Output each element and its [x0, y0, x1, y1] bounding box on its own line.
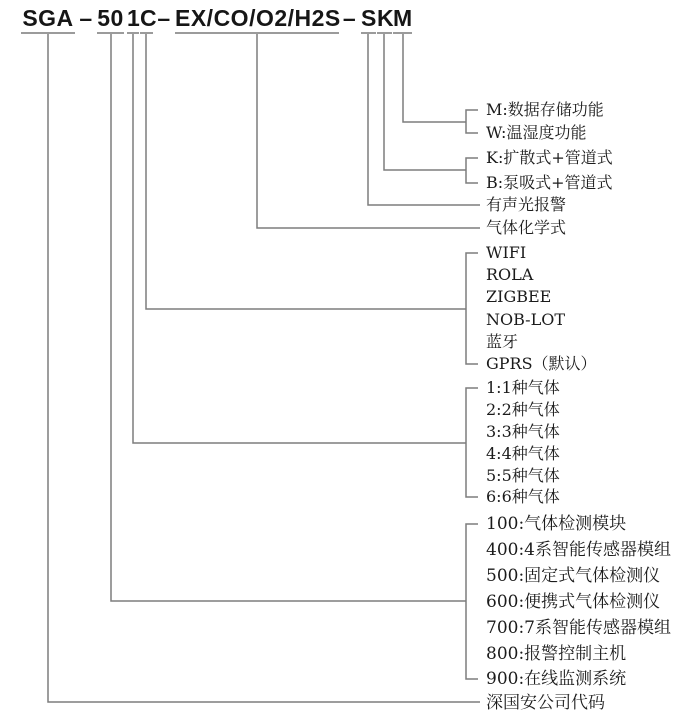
model-separator: –: [157, 5, 171, 31]
model-segment-function: M: [393, 5, 412, 34]
connector-alarm: [368, 33, 480, 205]
bracket-product-series-options: [466, 524, 478, 679]
label-gas-count-3: 3:3种气体: [486, 422, 560, 441]
bracket-gas-count-options: [466, 388, 478, 497]
label-series-500: 500:固定式气体检测仪: [486, 566, 661, 586]
label-comm-wifi: WIFI: [486, 243, 527, 262]
label-comm-noblot: NOB-LOT: [486, 310, 565, 329]
label-gas-count-1: 1:1种气体: [486, 378, 560, 397]
label-comm-zigbee: ZIGBEE: [486, 287, 552, 306]
bracket-communication-options: [466, 253, 478, 364]
label-gas-count-6: 6:6种气体: [486, 487, 560, 506]
connector-function: [403, 33, 466, 122]
bracket-function-options: [466, 110, 478, 133]
label-company-code: 深国安公司代码: [486, 693, 605, 713]
connector-sampling: [384, 33, 466, 170]
label-series-400: 400:4系智能传感器模组: [486, 540, 671, 560]
label-gas-count-5: 5:5种气体: [486, 466, 560, 485]
label-comm-rola: ROLA: [486, 265, 534, 284]
model-segment-communication: C: [140, 5, 153, 34]
label-series-100: 100:气体检测模块: [486, 514, 627, 534]
label-series-600: 600:便携式气体检测仪: [486, 592, 661, 612]
bracket-sampling-options: [466, 158, 478, 183]
label-comm-bluetooth: 蓝牙: [486, 332, 519, 351]
model-separator: –: [342, 5, 357, 31]
label-alarm: 有声光报警: [486, 195, 567, 214]
label-sampling-b: B:泵吸式+管道式: [486, 173, 613, 192]
label-function-m: M:数据存储功能: [486, 100, 604, 119]
label-series-800: 800:报警控制主机: [486, 644, 627, 664]
label-function-w: W:温湿度功能: [486, 123, 587, 142]
model-segment-series: 50: [97, 5, 124, 34]
label-sampling-k: K:扩散式+管道式: [486, 148, 613, 167]
label-comm-gprs: GPRS（默认）: [486, 354, 597, 373]
label-gas-count-2: 2:2种气体: [486, 400, 560, 419]
label-series-700: 700:7系智能传感器模组: [486, 618, 671, 638]
connector-communication: [146, 33, 466, 309]
model-segment-company: SGA: [21, 5, 75, 34]
model-segment-sampling: K: [377, 5, 392, 34]
label-gas-count-4: 4:4种气体: [486, 444, 560, 463]
model-segment-gas-formula: EX/CO/O2/H2S: [175, 5, 339, 34]
label-gas-formula: 气体化学式: [486, 218, 567, 237]
label-series-900: 900:在线监测系统: [486, 669, 627, 689]
connector-gas-count: [133, 33, 466, 443]
model-segment-gas-count: 1: [127, 5, 139, 34]
model-separator: –: [79, 5, 93, 31]
connector-series: [111, 33, 466, 601]
model-segment-alarm: S: [361, 5, 376, 34]
